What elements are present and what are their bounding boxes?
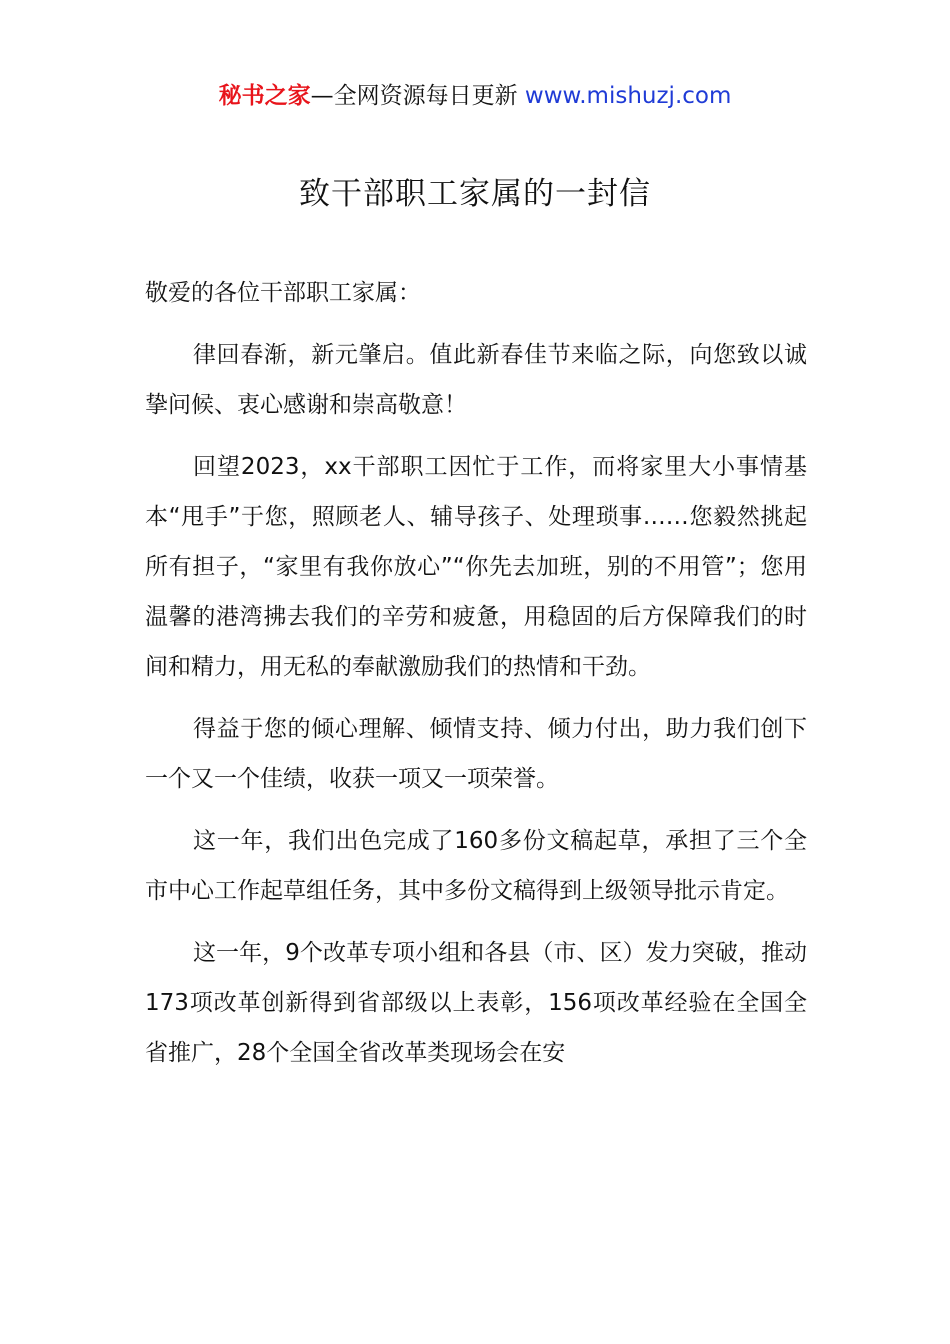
header-tagline: —全网资源每日更新 (310, 83, 525, 109)
paragraph: 回望2023，xx干部职工因忙于工作，而将家里大小事情基本“甩手”于您，照顾老人、辅导孩子、处理琐事……您毅然挑起所有担子，“家里有我你放心”“你先去加班，别的不用管”；您用温馨的港湾拂去我们的辛劳和疲惫，用稳固的后方保障我们的时间和精力，用无私的奉献激励我们的热情和干劲。 (145, 454, 807, 680)
paragraph: 律回春渐，新元肇启。值此新春佳节来临之际，向您致以诚挚问候、衷心感谢和崇高敬意！ (145, 342, 807, 418)
paragraph: 这一年，9个改革专项小组和各县（市、区）发力突破，推动173项改革创新得到省部级以上表彰，156项改革经验在全国全省推广，28个全国全省改革类现场会在安 (145, 940, 807, 1066)
brand-name: 秘书之家 (218, 83, 311, 109)
paragraph: 得益于您的倾心理解、倾情支持、倾力付出，助力我们创下一个又一个佳绩，收获一项又一项荣誉。 (145, 716, 807, 792)
site-url-link[interactable]: www.mishuzj.com (524, 83, 732, 109)
paragraph: 这一年，我们出色完成了160多份文稿起草，承担了三个全市中心工作起草组任务，其中多份文稿得到上级领导批示肯定。 (145, 828, 807, 904)
letter-body (145, 268, 807, 1090)
site-header (0, 80, 950, 112)
document-title: 致干部职工家属的一封信 (299, 176, 651, 212)
salutation: 敬爱的各位干部职工家属： (145, 280, 421, 306)
